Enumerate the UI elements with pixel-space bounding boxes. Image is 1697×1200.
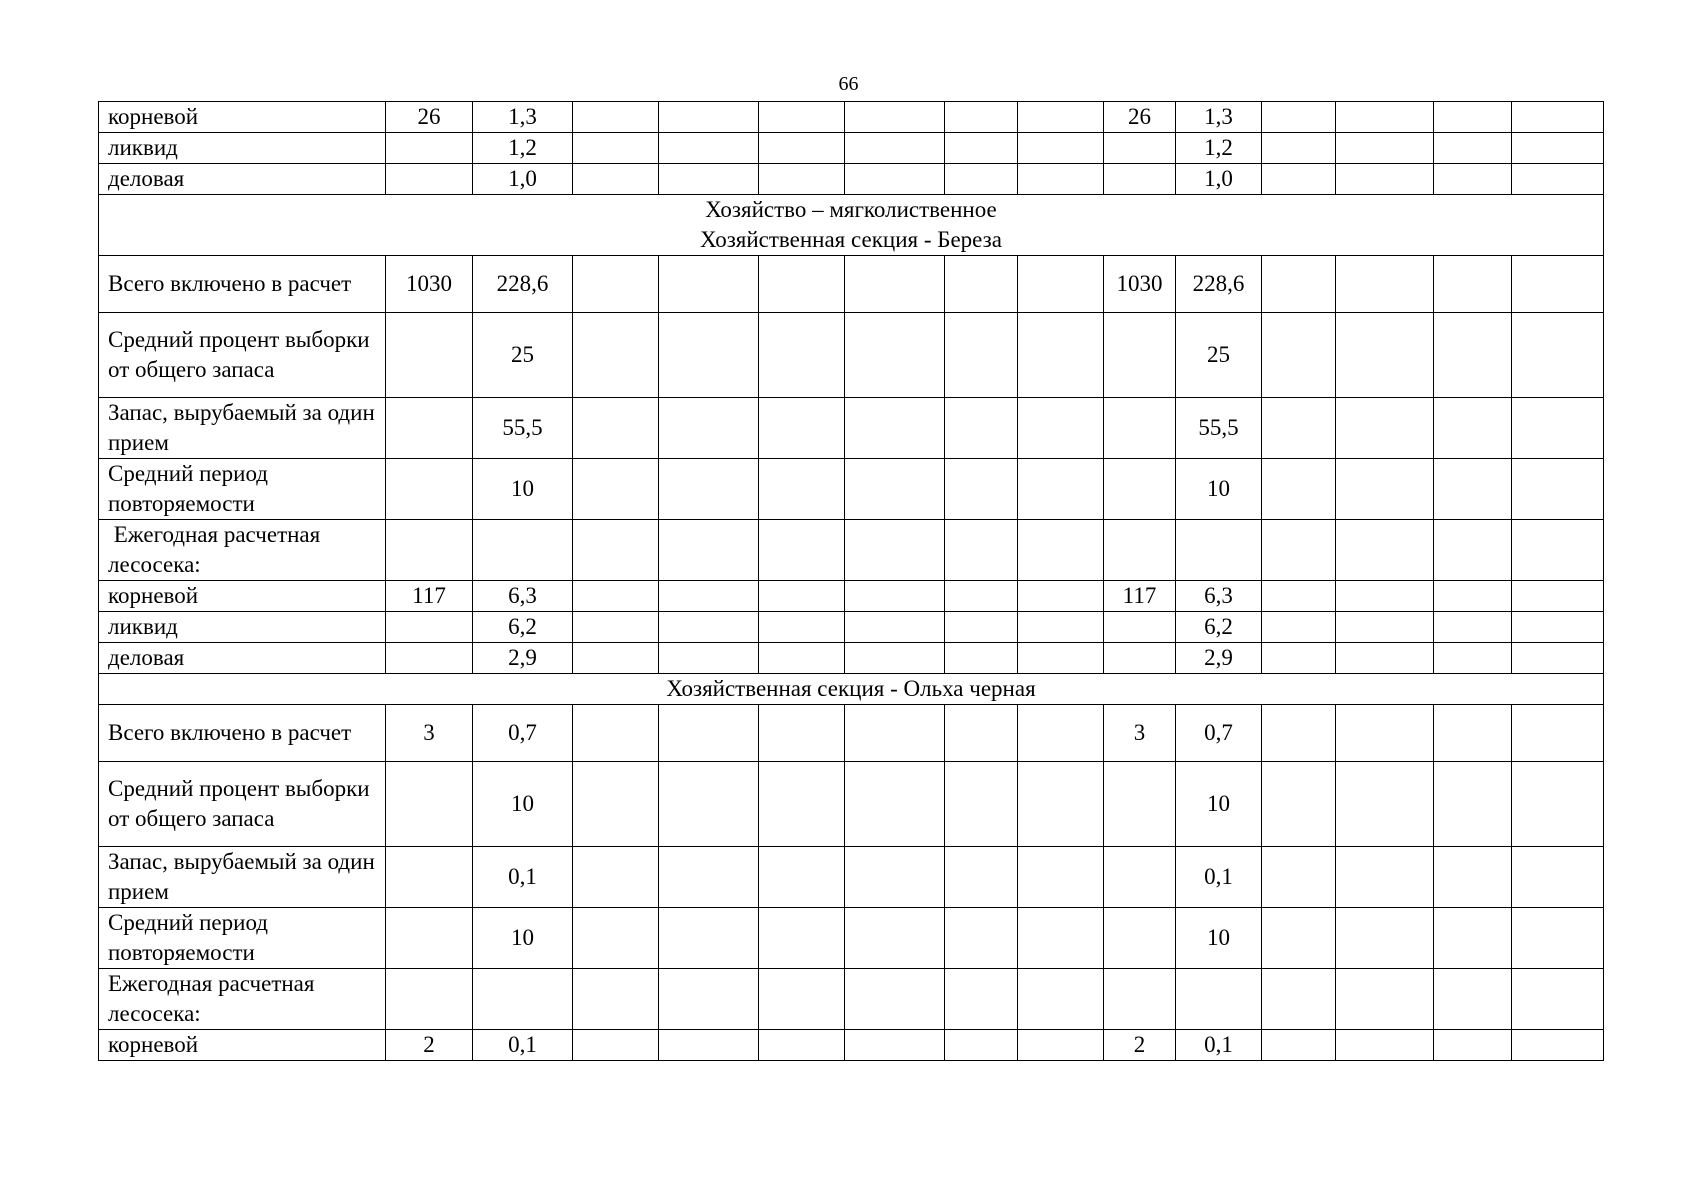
value-cell <box>1512 762 1604 847</box>
value-cell <box>386 969 473 1030</box>
value-cell <box>573 969 659 1030</box>
value-cell <box>759 969 845 1030</box>
value-cell: 117 <box>386 581 473 612</box>
value-cell <box>1512 313 1604 398</box>
table-row <box>99 908 1604 969</box>
value-cell: 6,3 <box>473 581 573 612</box>
value-cell <box>845 313 945 398</box>
value-cell <box>1018 847 1104 908</box>
value-cell <box>759 313 845 398</box>
table-row <box>99 1030 1604 1061</box>
value-cell <box>1336 398 1434 459</box>
value-cell <box>1104 908 1176 969</box>
value-cell <box>1104 969 1176 1030</box>
value-cell <box>1262 1030 1336 1061</box>
value-cell <box>1262 133 1336 164</box>
value-cell <box>573 643 659 674</box>
value-cell <box>1262 581 1336 612</box>
value-cell <box>1336 520 1434 581</box>
value-cell <box>845 705 945 762</box>
value-cell <box>1512 102 1604 133</box>
forest-table <box>98 101 1604 1061</box>
value-cell <box>1336 908 1434 969</box>
row-label: Ежегодная расчетная лесосека: <box>99 520 386 581</box>
value-cell <box>1434 102 1512 133</box>
value-cell <box>1336 133 1434 164</box>
value-cell <box>1018 969 1104 1030</box>
value-cell <box>659 643 759 674</box>
value-cell <box>1512 1030 1604 1061</box>
table-row <box>99 847 1604 908</box>
row-label: Всего включено в расчет <box>99 705 386 762</box>
value-cell <box>759 762 845 847</box>
value-cell <box>1262 256 1336 313</box>
value-cell <box>759 520 845 581</box>
value-cell <box>1512 643 1604 674</box>
value-cell <box>386 762 473 847</box>
value-cell <box>1262 164 1336 195</box>
value-cell <box>1018 581 1104 612</box>
value-cell <box>845 1030 945 1061</box>
value-cell <box>945 102 1018 133</box>
table-row <box>99 581 1604 612</box>
value-cell <box>759 612 845 643</box>
row-label: Средний период повторяемости <box>99 459 386 520</box>
value-cell <box>945 581 1018 612</box>
value-cell: 10 <box>1176 762 1262 847</box>
value-cell <box>1512 705 1604 762</box>
table-row <box>99 705 1604 762</box>
value-cell <box>1262 612 1336 643</box>
value-cell <box>1262 313 1336 398</box>
value-cell <box>386 164 473 195</box>
row-label: деловая <box>99 164 386 195</box>
value-cell <box>945 1030 1018 1061</box>
page-number: 66 <box>838 73 859 95</box>
value-cell <box>1018 762 1104 847</box>
value-cell: 117 <box>1104 581 1176 612</box>
value-cell <box>1018 612 1104 643</box>
value-cell <box>945 847 1018 908</box>
value-cell <box>1262 705 1336 762</box>
row-label: корневой <box>99 581 386 612</box>
table-row <box>99 398 1604 459</box>
value-cell <box>945 133 1018 164</box>
value-cell: 1,2 <box>473 133 573 164</box>
value-cell <box>573 459 659 520</box>
value-cell <box>659 459 759 520</box>
value-cell: 1,0 <box>1176 164 1262 195</box>
value-cell <box>659 705 759 762</box>
value-cell <box>1262 969 1336 1030</box>
value-cell <box>1104 847 1176 908</box>
value-cell: 0,1 <box>473 1030 573 1061</box>
value-cell <box>845 612 945 643</box>
value-cell <box>1018 164 1104 195</box>
value-cell <box>1104 762 1176 847</box>
value-cell: 10 <box>1176 459 1262 520</box>
value-cell <box>659 969 759 1030</box>
value-cell <box>1512 581 1604 612</box>
value-cell <box>945 705 1018 762</box>
value-cell: 228,6 <box>473 256 573 313</box>
value-cell <box>573 705 659 762</box>
value-cell <box>1336 705 1434 762</box>
value-cell <box>1512 459 1604 520</box>
value-cell: 1,3 <box>1176 102 1262 133</box>
row-label: ликвид <box>99 612 386 643</box>
value-cell <box>1512 398 1604 459</box>
section-title-line: Хозяйственная секция - Ольха черная <box>666 676 1036 701</box>
value-cell <box>1434 133 1512 164</box>
value-cell <box>759 847 845 908</box>
value-cell <box>1434 705 1512 762</box>
row-label: корневой <box>99 102 386 133</box>
value-cell <box>845 847 945 908</box>
value-cell <box>1512 133 1604 164</box>
value-cell <box>1434 459 1512 520</box>
value-cell: 0,1 <box>473 847 573 908</box>
value-cell <box>845 256 945 313</box>
table-row <box>99 313 1604 398</box>
value-cell <box>1262 459 1336 520</box>
value-cell <box>659 1030 759 1061</box>
value-cell <box>659 313 759 398</box>
value-cell <box>945 908 1018 969</box>
value-cell <box>1434 256 1512 313</box>
row-label: Запас, вырубаемый за один прием <box>99 398 386 459</box>
row-label: Запас, вырубаемый за один прием <box>99 847 386 908</box>
value-cell <box>1336 313 1434 398</box>
value-cell <box>1434 581 1512 612</box>
value-cell: 10 <box>1176 908 1262 969</box>
row-label: Ежегодная расчетная лесосека: <box>99 969 386 1030</box>
value-cell <box>945 520 1018 581</box>
row-label: Средний процент выборки от общего запаса <box>99 762 386 847</box>
value-cell <box>1018 1030 1104 1061</box>
value-cell <box>1434 969 1512 1030</box>
value-cell <box>1104 133 1176 164</box>
value-cell: 228,6 <box>1176 256 1262 313</box>
value-cell: 25 <box>1176 313 1262 398</box>
value-cell <box>1512 164 1604 195</box>
value-cell <box>1336 762 1434 847</box>
value-cell <box>845 164 945 195</box>
value-cell <box>386 908 473 969</box>
value-cell: 2,9 <box>1176 643 1262 674</box>
value-cell <box>659 762 759 847</box>
value-cell <box>573 256 659 313</box>
value-cell <box>573 313 659 398</box>
value-cell <box>759 256 845 313</box>
table-row <box>99 969 1604 1030</box>
value-cell <box>1336 581 1434 612</box>
value-cell <box>945 256 1018 313</box>
section-title <box>99 674 1604 705</box>
value-cell <box>1336 969 1434 1030</box>
section-title-line: Хозяйство – мягколиственное <box>705 197 997 222</box>
value-cell <box>1018 256 1104 313</box>
row-label: корневой <box>99 1030 386 1061</box>
value-cell <box>845 133 945 164</box>
value-cell <box>659 164 759 195</box>
value-cell <box>1434 612 1512 643</box>
value-cell <box>1336 847 1434 908</box>
value-cell <box>573 1030 659 1061</box>
value-cell <box>386 313 473 398</box>
value-cell <box>1104 643 1176 674</box>
value-cell <box>1434 313 1512 398</box>
value-cell: 25 <box>473 313 573 398</box>
value-cell: 1,0 <box>473 164 573 195</box>
value-cell <box>1434 164 1512 195</box>
value-cell <box>573 612 659 643</box>
value-cell: 3 <box>1104 705 1176 762</box>
value-cell <box>659 908 759 969</box>
value-cell <box>945 643 1018 674</box>
value-cell <box>1176 969 1262 1030</box>
value-cell <box>659 581 759 612</box>
value-cell: 10 <box>473 908 573 969</box>
value-cell <box>1336 256 1434 313</box>
value-cell <box>945 762 1018 847</box>
value-cell <box>759 133 845 164</box>
value-cell <box>945 459 1018 520</box>
value-cell <box>1018 520 1104 581</box>
value-cell: 2 <box>1104 1030 1176 1061</box>
value-cell <box>1512 847 1604 908</box>
value-cell <box>1512 612 1604 643</box>
table-row <box>99 133 1604 164</box>
value-cell <box>1336 1030 1434 1061</box>
value-cell <box>759 643 845 674</box>
value-cell <box>1512 256 1604 313</box>
value-cell <box>845 643 945 674</box>
value-cell <box>1336 459 1434 520</box>
value-cell <box>845 908 945 969</box>
row-label: Средний процент выборки от общего запаса <box>99 313 386 398</box>
value-cell <box>1104 520 1176 581</box>
value-cell <box>1262 762 1336 847</box>
value-cell <box>759 705 845 762</box>
value-cell <box>759 908 845 969</box>
value-cell <box>1104 612 1176 643</box>
section-title <box>99 195 1604 256</box>
value-cell <box>759 102 845 133</box>
value-cell <box>1018 705 1104 762</box>
value-cell <box>659 520 759 581</box>
value-cell: 2 <box>386 1030 473 1061</box>
value-cell <box>845 581 945 612</box>
value-cell <box>573 908 659 969</box>
value-cell <box>759 1030 845 1061</box>
value-cell <box>1018 313 1104 398</box>
value-cell <box>1262 643 1336 674</box>
value-cell <box>845 520 945 581</box>
value-cell: 1030 <box>386 256 473 313</box>
value-cell: 10 <box>473 459 573 520</box>
value-cell <box>1512 520 1604 581</box>
value-cell <box>945 164 1018 195</box>
value-cell <box>1018 102 1104 133</box>
value-cell <box>573 398 659 459</box>
table-row <box>99 520 1604 581</box>
value-cell <box>659 256 759 313</box>
value-cell: 1,3 <box>473 102 573 133</box>
value-cell <box>659 398 759 459</box>
value-cell <box>1336 612 1434 643</box>
value-cell <box>386 520 473 581</box>
value-cell: 55,5 <box>1176 398 1262 459</box>
value-cell <box>386 459 473 520</box>
value-cell <box>386 612 473 643</box>
row-label: деловая <box>99 643 386 674</box>
table-row <box>99 256 1604 313</box>
value-cell <box>573 520 659 581</box>
value-cell <box>1018 398 1104 459</box>
section-header-row <box>99 674 1604 705</box>
section-header-row <box>99 195 1604 256</box>
value-cell: 55,5 <box>473 398 573 459</box>
value-cell <box>1336 643 1434 674</box>
table-row <box>99 164 1604 195</box>
value-cell <box>1018 459 1104 520</box>
value-cell <box>945 313 1018 398</box>
value-cell <box>1336 164 1434 195</box>
value-cell <box>573 164 659 195</box>
table-row <box>99 102 1604 133</box>
value-cell: 0,1 <box>1176 1030 1262 1061</box>
value-cell <box>659 133 759 164</box>
value-cell <box>386 398 473 459</box>
value-cell <box>473 969 573 1030</box>
value-cell <box>945 398 1018 459</box>
value-cell <box>573 102 659 133</box>
value-cell: 6,2 <box>1176 612 1262 643</box>
value-cell: 6,2 <box>473 612 573 643</box>
value-cell <box>845 459 945 520</box>
row-label: Средний период повторяемости <box>99 908 386 969</box>
value-cell <box>386 643 473 674</box>
value-cell <box>1434 643 1512 674</box>
value-cell <box>1018 908 1104 969</box>
value-cell <box>1512 969 1604 1030</box>
value-cell <box>845 969 945 1030</box>
value-cell <box>1262 520 1336 581</box>
value-cell <box>573 133 659 164</box>
value-cell <box>1104 398 1176 459</box>
value-cell <box>1434 398 1512 459</box>
value-cell <box>659 102 759 133</box>
value-cell: 3 <box>386 705 473 762</box>
value-cell <box>845 102 945 133</box>
value-cell: 10 <box>473 762 573 847</box>
value-cell <box>1262 102 1336 133</box>
value-cell: 0,7 <box>1176 705 1262 762</box>
value-cell <box>1018 643 1104 674</box>
value-cell <box>759 164 845 195</box>
value-cell <box>1262 398 1336 459</box>
value-cell <box>473 520 573 581</box>
value-cell <box>1104 459 1176 520</box>
table-row <box>99 612 1604 643</box>
value-cell: 26 <box>386 102 473 133</box>
value-cell <box>1512 908 1604 969</box>
value-cell <box>573 762 659 847</box>
row-label: ликвид <box>99 133 386 164</box>
value-cell <box>1176 520 1262 581</box>
value-cell: 1,2 <box>1176 133 1262 164</box>
value-cell <box>1104 164 1176 195</box>
value-cell <box>1434 762 1512 847</box>
value-cell: 6,3 <box>1176 581 1262 612</box>
table-row <box>99 762 1604 847</box>
table-row <box>99 459 1604 520</box>
value-cell <box>1262 847 1336 908</box>
value-cell: 2,9 <box>473 643 573 674</box>
value-cell <box>945 969 1018 1030</box>
value-cell <box>845 398 945 459</box>
value-cell <box>945 612 1018 643</box>
value-cell: 26 <box>1104 102 1176 133</box>
value-cell <box>1104 313 1176 398</box>
value-cell <box>1434 520 1512 581</box>
value-cell: 1030 <box>1104 256 1176 313</box>
value-cell <box>1018 133 1104 164</box>
row-label: Всего включено в расчет <box>99 256 386 313</box>
section-title-line: Хозяйственная секция - Береза <box>700 227 1002 252</box>
value-cell <box>659 847 759 908</box>
value-cell <box>386 133 473 164</box>
table-row <box>99 643 1604 674</box>
value-cell <box>573 581 659 612</box>
value-cell <box>386 847 473 908</box>
value-cell <box>759 459 845 520</box>
value-cell <box>1336 102 1434 133</box>
value-cell <box>573 847 659 908</box>
value-cell <box>1262 908 1336 969</box>
value-cell <box>759 581 845 612</box>
value-cell <box>1434 1030 1512 1061</box>
value-cell <box>1434 908 1512 969</box>
value-cell <box>759 398 845 459</box>
value-cell <box>659 612 759 643</box>
value-cell: 0,7 <box>473 705 573 762</box>
value-cell <box>1434 847 1512 908</box>
value-cell <box>845 762 945 847</box>
value-cell: 0,1 <box>1176 847 1262 908</box>
